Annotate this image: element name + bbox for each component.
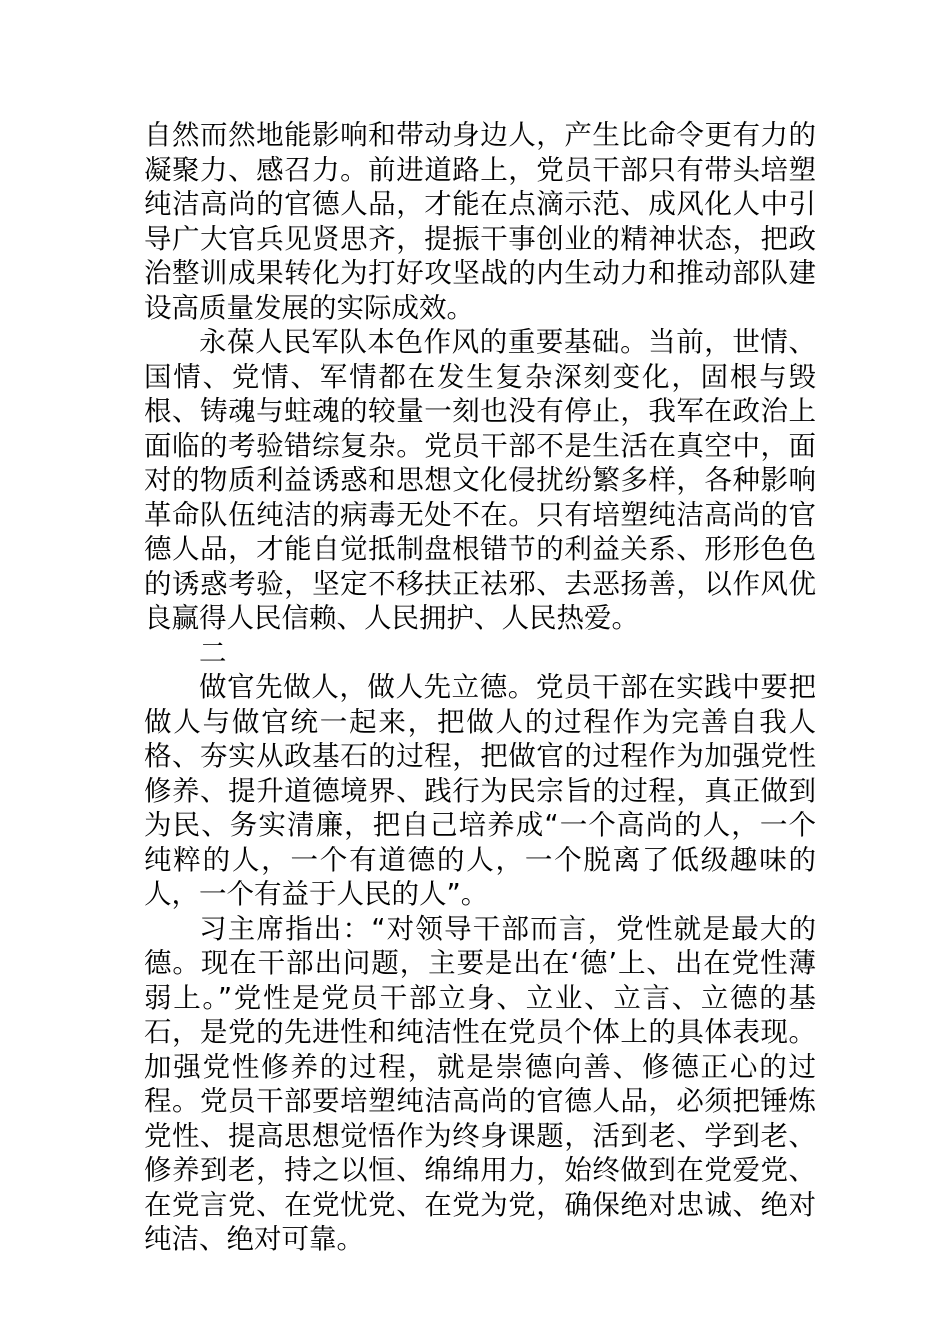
paragraph-military-style: 永葆人民军队本色作风的重要基础。当前，世情、国情、党情、军情都在发生复杂深刻变化，固根与毁根、铸魂与蛀魂的较量一刻也没有停止，我军在政治上面临的考验错综复杂。党员干部不是生活在真空中，面对的物质利益诱惑和思想文化侵扰纷繁多样，各种影响革命队伍纯洁的病毒无处不在。只有培塑纯洁高尚的官德人品，才能自觉抵制盘根错节的利益关系、形形色色的诱惑考验，坚定不移扶正祛邪、去恶扬善，以作风优良赢得人民信赖、人民拥护、人民热爱。 bbox=[144, 326, 816, 634]
paragraph-party-spirit: 习主席指出：“对领导干部而言，党性就是最大的德。现在干部出问题，主要是出在‘德’上、出在党性薄弱上。”党性是党员干部立身、立业、立言、立德的基石，是党的先进性和纯洁性在党员个体上的具体表现。加强党性修养的过程，就是崇德向善、修德正心的过程。党员干部要培塑纯洁高尚的官德人品，必须把锤炼党性、提高思想觉悟作为终身课题，活到老、学到老、修养到老，持之以恒、绵绵用力，始终做到在党爱党、在党言党、在党忧党、在党为党，确保绝对忠诚、绝对纯洁、绝对可靠。 bbox=[144, 912, 816, 1255]
paragraph-continuation: 自然而然地能影响和带动身边人，产生比命令更有力的凝聚力、感召力。前进道路上，党员干部只有带头培塑纯洁高尚的官德人品，才能在点滴示范、成风化人中引导广大官兵见贤思齐，提振干事创业的精神状态，把政治整训成果转化为打好攻坚战的内生动力和推动部队建设高质量发展的实际成效。 bbox=[144, 119, 816, 324]
paragraph-virtue-first: 做官先做人，做人先立德。党员干部在实践中要把做人与做官统一起来，把做人的过程作为完善自我人格、夯实从政基石的过程，把做官的过程作为加强党性修养、提升道德境界、践行为民宗旨的过程，真正做到为民、务实清廉，把自己培养成“一个高尚的人，一个纯粹的人，一个有道德的人，一个脱离了低级趣味的人，一个有益于人民的人”。 bbox=[144, 671, 816, 910]
section-number: 二 bbox=[199, 636, 227, 669]
document-body bbox=[144, 118, 816, 1257]
